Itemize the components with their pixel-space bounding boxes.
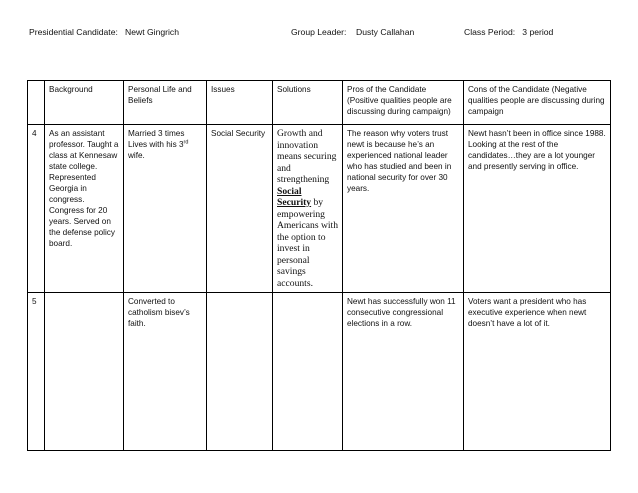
header-cell-cons: Cons of the Candidate (Negative qualities people are discussing during campaign [464, 81, 611, 125]
cell-issues: Social Security [207, 125, 273, 293]
table-header-row [28, 81, 611, 125]
candidate-value: Newt Gingrich [125, 27, 179, 37]
table-row [28, 293, 611, 451]
cell-solutions-text-end: by empowering Americans with the option to invest in personal savings accounts. [277, 197, 339, 289]
candidate-table [27, 80, 611, 451]
candidate-label: Presidential Candidate: [29, 27, 118, 37]
header-cell-background: Background [45, 81, 124, 125]
row-number: 5 [28, 293, 45, 451]
candidate-field [29, 27, 179, 37]
cell-pros: Newt has successfully won 11 consecutive congressional elections in a row. [343, 293, 464, 451]
cell-personal-text: Married 3 times Lives with his 3 [128, 129, 185, 149]
document-header [0, 27, 638, 43]
header-cell-solutions: Solutions [273, 81, 343, 125]
row-number: 4 [28, 125, 45, 293]
class-period-value: 3 period [522, 27, 554, 37]
cell-solutions-text: Growth and innovation means securing and strengthening [277, 128, 337, 185]
cell-issues [207, 293, 273, 451]
cell-personal-sup: rd [183, 139, 189, 146]
header-cell-issues: Issues [207, 81, 273, 125]
group-leader-field [291, 27, 414, 37]
cell-pros: The reason why voters trust newt is because he’s an experienced national leader who has studied and been in national security for over 30 years. [343, 125, 464, 293]
header-cell-pros: Pros of the Candidate (Positive qualities people are discussing during campaign) [343, 81, 464, 125]
cell-background: As an assistant professor. Taught a class at Kennesaw state college. Represented Georgia in congress. Congress for 20 years. Served on the defense policy board. [45, 125, 124, 293]
header-cell-personal: Personal Life and Beliefs [124, 81, 207, 125]
class-period-field [464, 27, 553, 37]
cell-cons: Newt hasn’t been in office since 1988. Looking at the rest of the candidates…they are a lot younger and presently serving in office. [464, 125, 611, 293]
cell-personal-text-end: wife. [128, 151, 145, 160]
group-leader-value: Dusty Callahan [355, 27, 415, 37]
cell-solutions-emphasis: Social Security [277, 185, 312, 208]
cell-solutions [273, 125, 343, 293]
class-period-label: Class Period: [464, 27, 516, 37]
cell-background [45, 293, 124, 451]
cell-solutions [273, 293, 343, 451]
table-row [28, 125, 611, 293]
cell-cons: Voters want a president who has executive experience when newt doesn’t have a lot of it. [464, 293, 611, 451]
cell-personal: Converted to catholism bisev’s faith. [124, 293, 207, 451]
header-cell-num [28, 81, 45, 125]
cell-personal [124, 125, 207, 293]
group-leader-label: Group Leader: [291, 27, 347, 37]
